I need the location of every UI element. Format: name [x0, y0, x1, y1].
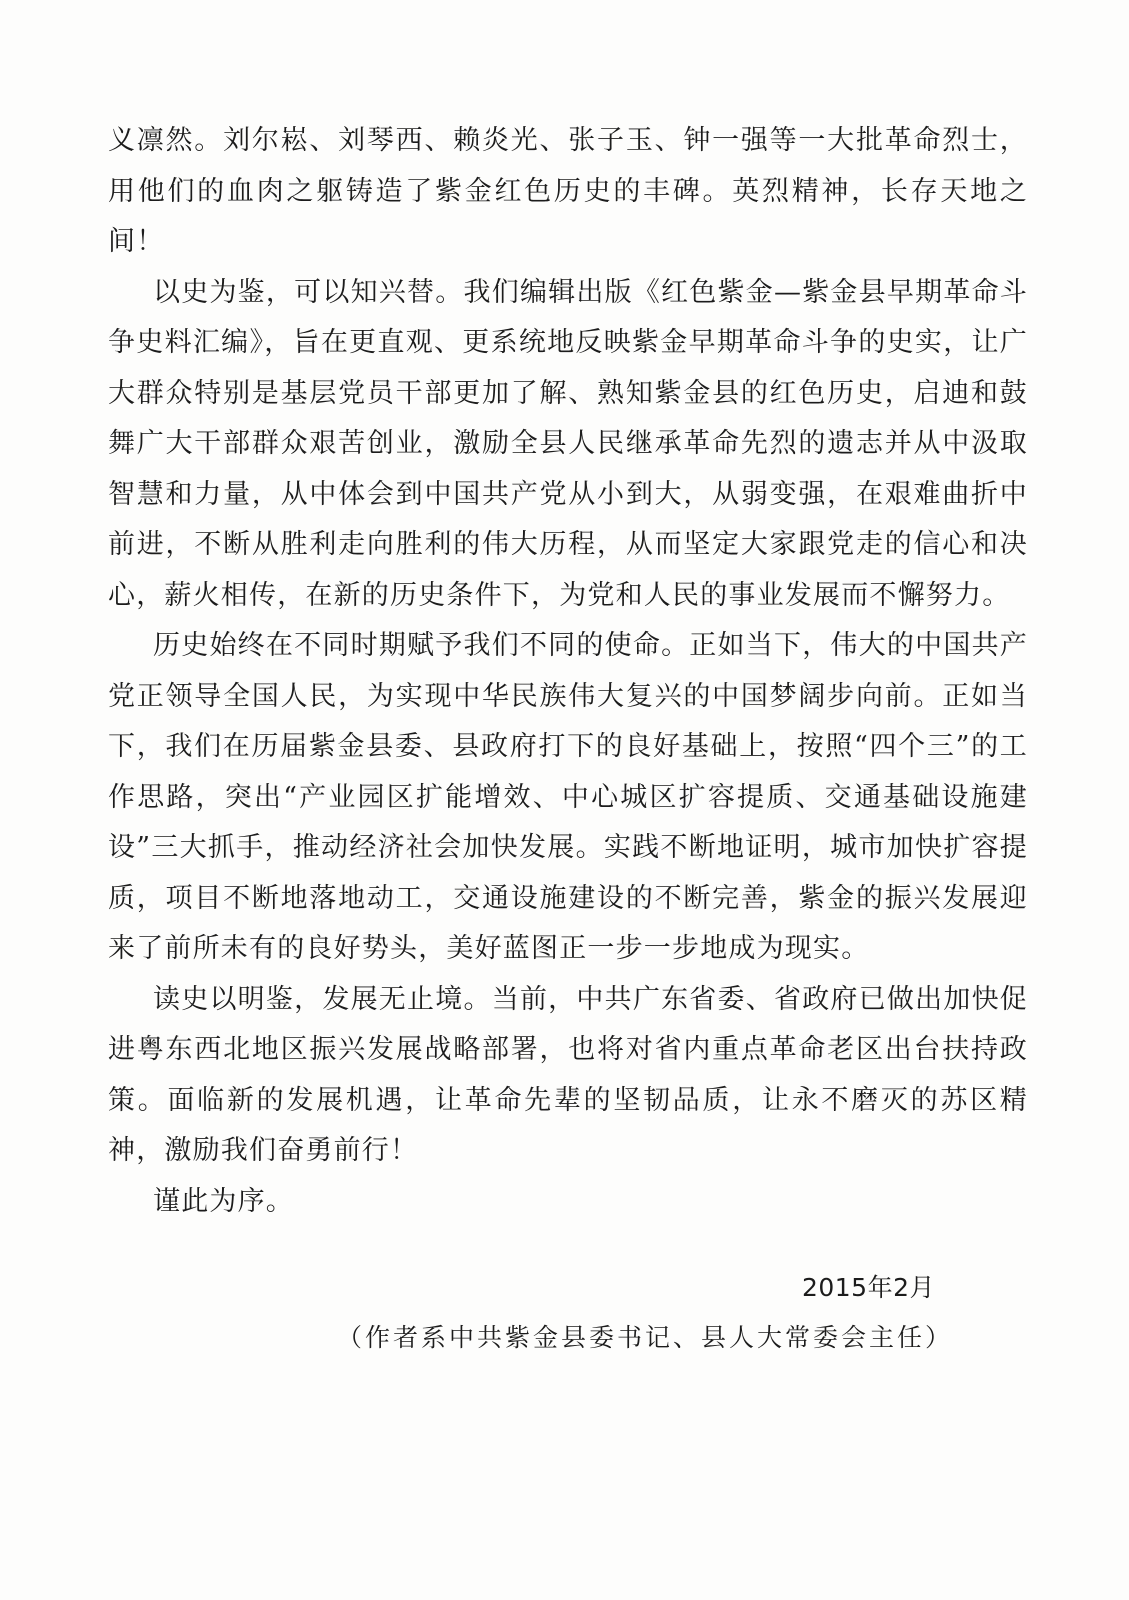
author-note: （作者系中共紫金县委书记、县人大常委会主任） — [336, 1323, 953, 1352]
date-line: 2015年2月 — [801, 1273, 935, 1302]
paragraph-mission: 历史始终在不同时期赋予我们不同的使命。正如当下，伟大的中国共产党正领导全国人民，为实现中华民族伟大复兴的中国梦阔步向前。正如当下，我们在历届紫金县委、县政府打下的良好基础上，按照“四个三”的工作思路，突出“产业园区扩能增效、中心城区扩容提质、交通基础设施建设”三大抓手，推动经济社会加快发展。实践不断地证明，城市加快扩容提质，项目不断地落地动工，交通设施建设的不断完善，紫金的振兴发展迎来了前所未有的良好势头，美好蓝图正一步一步地成为现实。 — [108, 630, 1028, 964]
paragraph-continued: 义凛然。刘尔崧、刘琴西、赖炎光、张子玉、钟一强等一大批革命烈士，用他们的血肉之躯铸造了紫金红色历史的丰碑。英烈精神，长存天地之间！ — [108, 125, 1028, 257]
paragraph-history-mirror: 以史为鉴，可以知兴替。我们编辑出版《红色紫金—紫金县早期革命斗争史料汇编》，旨在更直观、更系统地反映紫金早期革命斗争的史实，让广大群众特别是基层党员干部更加了解、熟知紫金县的红色历史，启迪和鼓舞广大干部群众艰苦创业，激励全县人民继承革命先烈的遗志并从中汲取智慧和力量，从中体会到中国共产党从小到大，从弱变强，在艰难曲折中前进，不断从胜利走向胜利的伟大历程，从而坚定大家跟党走的信心和决心，薪火相传，在新的历史条件下，为党和人民的事业发展而不懈努力。 — [108, 276, 1028, 611]
paragraph-closing: 谨此为序。 — [153, 1185, 294, 1217]
document-body — [108, 116, 1028, 1227]
paragraph-development: 读史以明鉴，发展无止境。当前，中共广东省委、省政府已做出加快促进粤东西北地区振兴发展战略部署，也将对省内重点革命老区出台扶持政策。面临新的发展机遇，让革命先辈的坚韧品质，让永不磨灭的苏区精神，激励我们奋勇前行！ — [108, 983, 1028, 1166]
